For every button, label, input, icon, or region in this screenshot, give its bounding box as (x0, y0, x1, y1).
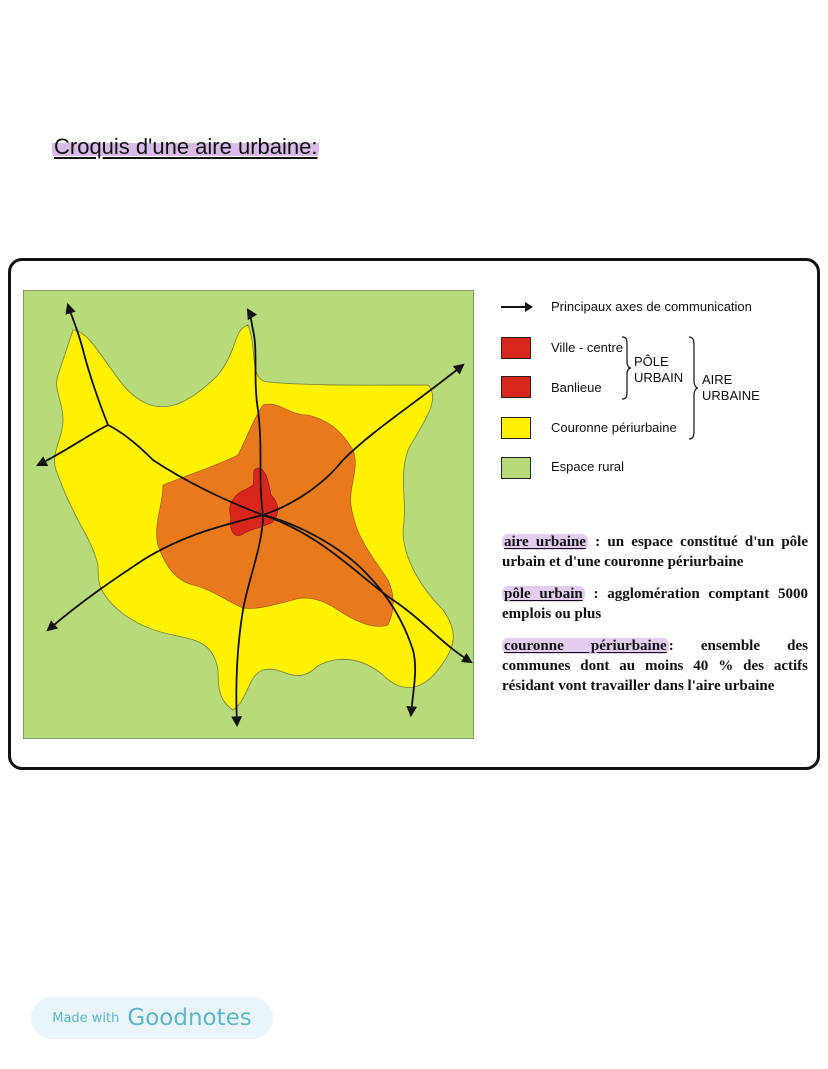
brace-pole-urbain (621, 336, 631, 400)
legend-espace-rural-label: Espace rural (551, 459, 624, 474)
legend-axes-label: Principaux axes de communication (551, 299, 752, 314)
term-couronne-periurbaine: couronne périurbaine (504, 638, 667, 654)
legend-banlieue-label: Banlieue (551, 380, 602, 395)
urban-area-map (23, 290, 474, 739)
swatch-banlieue (501, 376, 531, 398)
term-pole-urbain: pôle urbain (504, 586, 583, 602)
swatch-ville-centre (501, 337, 531, 359)
pole-urbain-label: PÔLE URBAIN (634, 354, 684, 385)
swatch-couronne (501, 417, 531, 439)
definition-text: : un espace constitué d'un pôle urbain et d'une couronne périurbaine (502, 534, 808, 570)
badge-prefix: Made with (52, 1010, 120, 1026)
definition-couronne-periurbaine (502, 636, 808, 696)
definition-text: : agglomération comptant 5000 emplois ou plus (502, 586, 808, 622)
definition-pole-urbain (502, 584, 808, 624)
aire-urbaine-label: AIRE URBAINE (702, 372, 760, 403)
legend (495, 292, 815, 492)
made-with-goodnotes-badge[interactable] (31, 997, 273, 1039)
legend-couronne-label: Couronne périurbaine (551, 420, 677, 435)
brace-aire-urbaine (688, 336, 698, 440)
definition-aire-urbaine (502, 532, 808, 572)
goodnotes-logo: Goodnotes (127, 1005, 252, 1031)
term-aire-urbaine: aire urbaine (504, 534, 586, 550)
arrow-icon (501, 301, 533, 313)
swatch-espace-rural (501, 457, 531, 479)
definitions (502, 532, 808, 708)
page-title: Croquis d'une aire urbaine: (54, 134, 318, 159)
definition-text: : ensemble des communes dont au moins 40 % des actifs résidant vont travailler dans l'aire urbaine (502, 638, 808, 694)
legend-ville-centre-label: Ville - centre (551, 340, 624, 355)
